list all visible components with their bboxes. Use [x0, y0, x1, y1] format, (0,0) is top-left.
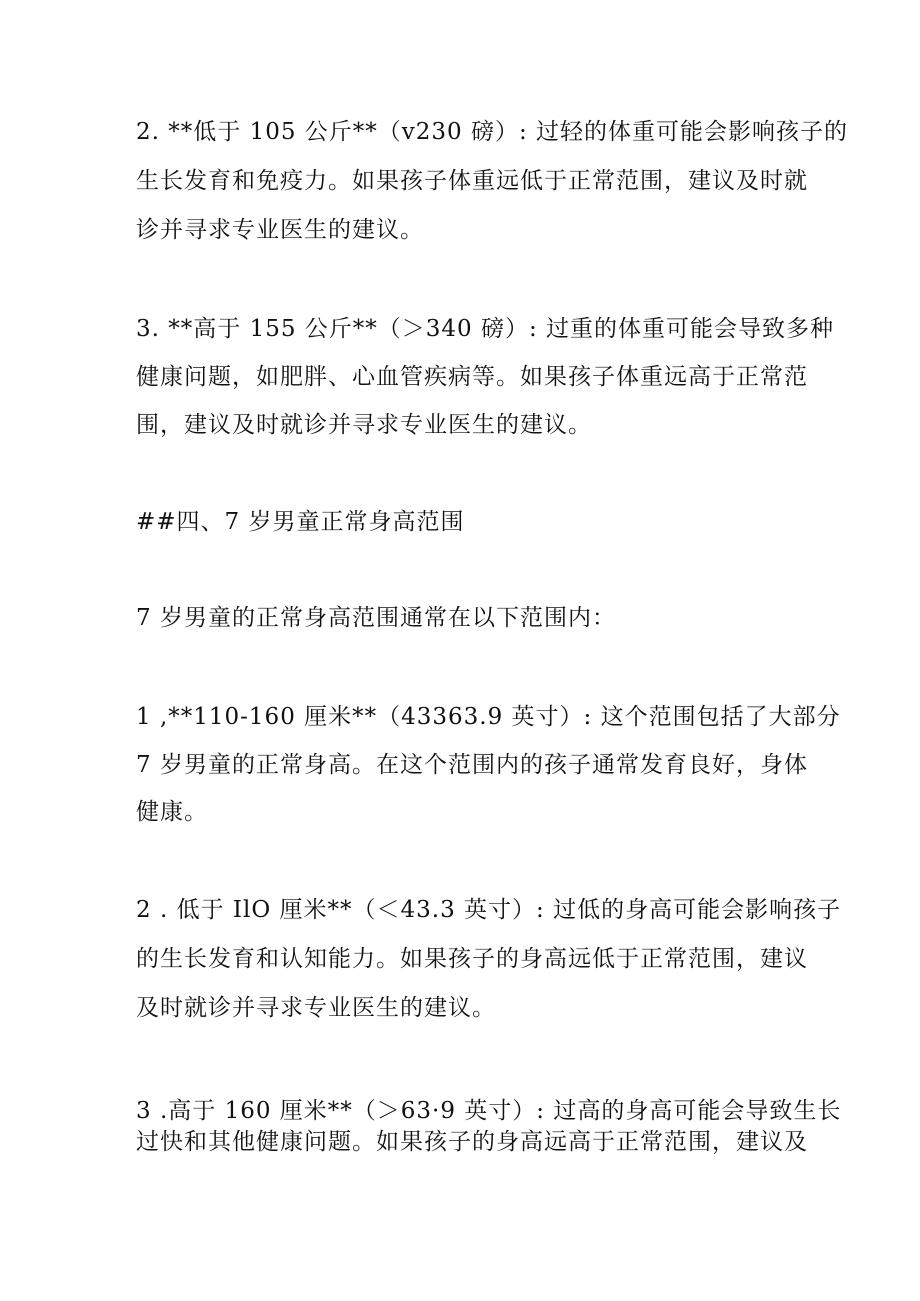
text-line: 过快和其他健康问题。如果孩子的身高远高于正常范围，建议及 [136, 1129, 808, 1155]
intro-paragraph: 7 岁男童的正常身高范围通常在以下范围内： [136, 605, 616, 631]
text-line: 生长发育和免疫力。如果孩子体重远低于正常范围，建议及时就 [136, 168, 808, 194]
text-line: 健康问题，如肥胖、心血管疾病等。如果孩子体重远高于正常范 [136, 364, 808, 390]
text-line: 3. **高于 155 公斤**（＞340 磅）: 过重的体重可能会导致多种 [136, 316, 835, 342]
text-line: 1 ,**110-160 厘米**（43363.9 英寸）: 这个范围包括了大部分 [136, 704, 841, 730]
text-line: 2 . 低于 IlO 厘米**（＜43.3 英寸）: 过低的身高可能会影响孩子 [136, 897, 842, 923]
text-line: 7 岁男童的正常身高。在这个范围内的孩子通常发育良好，身体 [136, 752, 808, 778]
section-heading: ##四、7 岁男童正常身高范围 [136, 509, 465, 535]
text-line: 的生长发育和认知能力。如果孩子的身高远低于正常范围，建议 [136, 946, 808, 972]
text-line: 围，建议及时就诊并寻求专业医生的建议。 [136, 412, 592, 438]
text-line: 及时就诊并寻求专业医生的建议。 [136, 995, 496, 1021]
text-line: 3 .高于 160 厘米**（＞63·9 英寸）: 过高的身高可能会导致生长 [136, 1098, 842, 1124]
text-line: 诊并寻求专业医生的建议。 [136, 217, 424, 243]
text-line: 2. **低于 105 公斤**（v230 磅）: 过轻的体重可能会影响孩子的 [136, 119, 849, 145]
text-line: 健康。 [136, 799, 208, 825]
